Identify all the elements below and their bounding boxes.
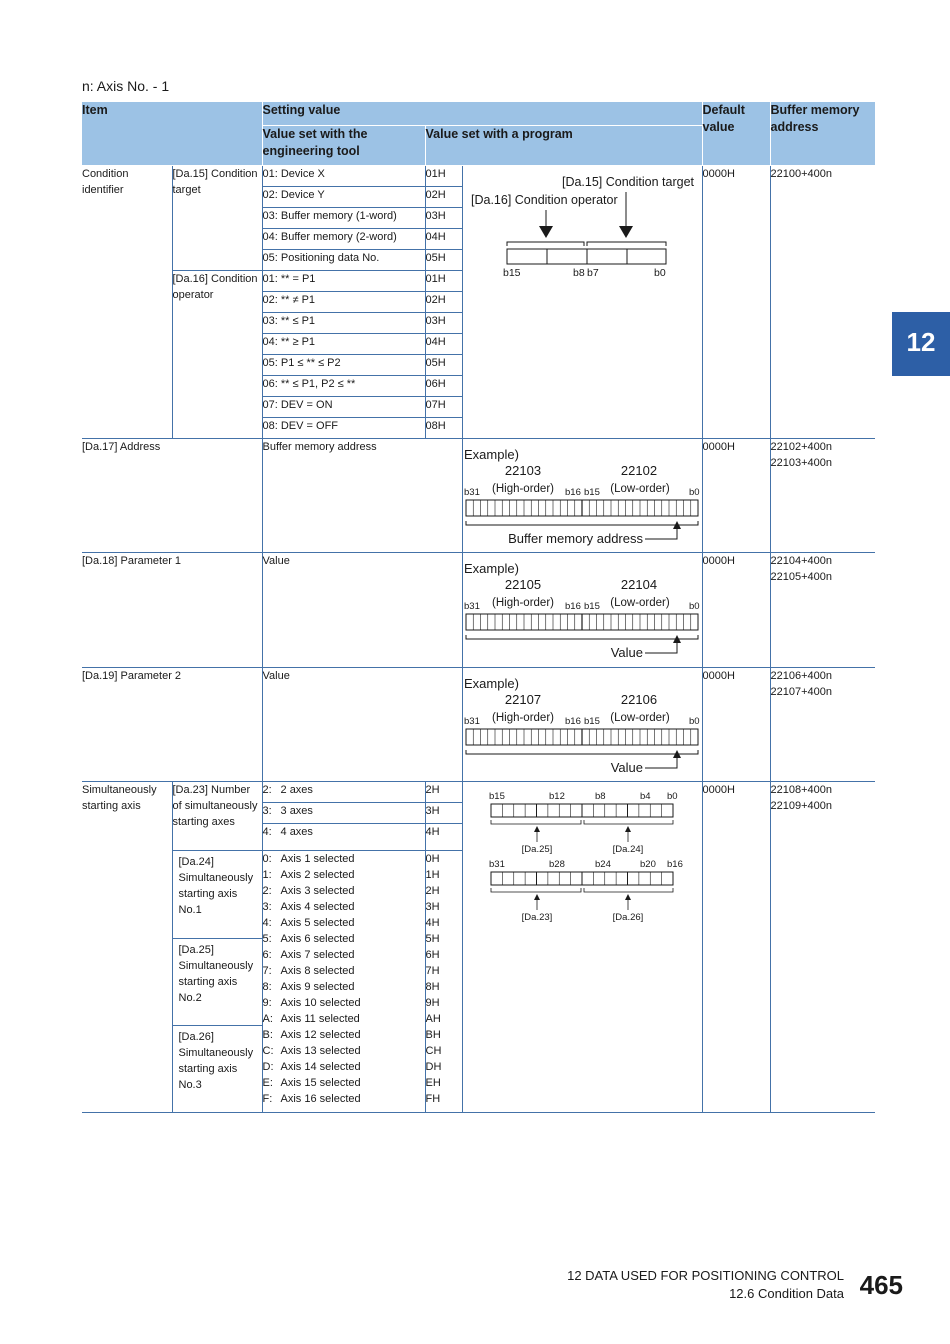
axis-option-text: Axis 2 selected: [280, 868, 355, 881]
axis-option: [263, 1043, 425, 1059]
da16-code: 04H: [425, 333, 462, 354]
bit-label: b31: [488, 858, 505, 870]
da16-code: 07H: [425, 396, 462, 417]
da25-label: [Da.25] Simultaneously starting axis No.2: [173, 939, 262, 1026]
simultaneous-diagram: [462, 781, 702, 1112]
axis-option-code: 8H: [425, 980, 440, 993]
bit-label: b16: [666, 858, 683, 870]
axis-option-num: D:: [262, 1060, 274, 1073]
example-label: Example): [463, 446, 519, 462]
axis-option: [263, 915, 425, 931]
param1-buffer: [770, 552, 875, 667]
caption-arrow-line: [645, 756, 677, 768]
header-engineering-tool: Value set with the engineering tool: [262, 125, 425, 165]
footer-chapter: 12 DATA USED FOR POSITIONING CONTROL: [567, 1268, 844, 1283]
axis-option-text: Axis 9 selected: [280, 980, 355, 993]
axis-option-num: A:: [262, 1012, 273, 1025]
axis-option-code: BH: [425, 1028, 441, 1041]
da23-code: 2H: [425, 781, 462, 802]
da16-option: 06: ** ≤ P1, P2 ≤ **: [262, 375, 425, 396]
axis-option: [263, 883, 425, 899]
axis-option-text: Axis 12 selected: [280, 1028, 361, 1041]
axis-option: [263, 947, 425, 963]
bit-label-b31: b31: [463, 715, 480, 727]
bit-label-b0: b0: [688, 715, 700, 727]
high-order-label: (High-order): [491, 711, 554, 724]
low-order-label: (Low-order): [609, 482, 670, 495]
da23-num: 4:: [262, 825, 272, 838]
footer-section: 12.6 Condition Data: [729, 1286, 844, 1301]
address-buffer-1: 22102+400n: [770, 440, 832, 453]
da15-code: 05H: [425, 249, 462, 270]
simultaneous-bit-diagram: [463, 782, 703, 932]
da16-option: 05: P1 ≤ ** ≤ P2: [262, 354, 425, 375]
bit-label: b4: [639, 790, 651, 802]
axis-option-num: 5:: [262, 932, 272, 945]
da23-option: [262, 802, 425, 823]
axis-option-text: Axis 1 selected: [280, 852, 355, 865]
param2-default: 0000H: [702, 667, 770, 781]
da16-option: 07: DEV = ON: [262, 396, 425, 417]
axis-option-num: 1:: [262, 868, 272, 881]
axis-option-text: Axis 14 selected: [280, 1060, 361, 1073]
axis-option: [263, 1027, 425, 1043]
axis-option: [263, 1075, 425, 1091]
axis-option-code: 2H: [425, 884, 440, 897]
span-bracket: [584, 820, 673, 824]
axis-option: [263, 851, 425, 867]
axis-option-code: 5H: [425, 932, 440, 945]
axis-option: [263, 867, 425, 883]
da23-option: [262, 781, 425, 802]
low-order-label: (Low-order): [609, 711, 670, 724]
chapter-tab: 12: [892, 312, 950, 376]
axis-option-text: Axis 7 selected: [280, 948, 355, 961]
axis-option-num: 3:: [262, 900, 272, 913]
axis-option-code: AH: [425, 1012, 441, 1025]
axis-option: [263, 899, 425, 915]
da16-code: 05H: [425, 354, 462, 375]
diagram-target-label: [Da.15] Condition target: [561, 174, 694, 189]
double-word-diagram: [463, 439, 703, 552]
bit-label-b15: b15: [583, 600, 600, 612]
low-order-address: 22102: [620, 462, 657, 478]
example-label: Example): [463, 675, 519, 691]
span-bracket: [491, 888, 581, 892]
axis-option-code: CH: [425, 1044, 442, 1057]
param1-label: [Da.18] Parameter 1: [82, 552, 262, 667]
axis-option-code: 3H: [425, 900, 440, 913]
da15-code: 04H: [425, 228, 462, 249]
axis-code-items: [426, 851, 462, 1107]
simultaneous-label: Simultaneously starting axis: [82, 781, 172, 1112]
axis-option: [263, 1011, 425, 1027]
param2-buffer-2: 22107+400n: [770, 685, 832, 698]
high-order-label: (High-order): [491, 596, 554, 609]
da16-code: 02H: [425, 291, 462, 312]
da16-option: 04: ** ≥ P1: [262, 333, 425, 354]
caption-label: Value: [610, 759, 643, 775]
bracket-marks: [507, 242, 666, 246]
da23-label: [Da.23] Number of simultaneously starting axes: [172, 781, 262, 850]
da15-option: 04: Buffer memory (2-word): [262, 228, 425, 249]
bit-label-b15: b15: [502, 266, 521, 279]
bit-label-b31: b31: [463, 600, 480, 612]
field-label: [Da.23]: [521, 911, 552, 923]
axis-option-code: 0H: [425, 852, 440, 865]
span-bracket: [466, 521, 698, 525]
axis-option-text: Axis 13 selected: [280, 1044, 361, 1057]
low-order-address: 22106: [620, 691, 657, 707]
header-buffer-memory: Buffer memory address: [770, 102, 875, 165]
axis-option-num: 7:: [262, 964, 272, 977]
axis-option-text: Axis 16 selected: [280, 1092, 361, 1105]
low-order-address: 22104: [620, 576, 657, 592]
address-setting: Buffer memory address: [262, 438, 462, 552]
low-order-label: (Low-order): [609, 596, 670, 609]
da15-label: [Da.15] Condition target: [172, 165, 262, 270]
axis-no-labels: [172, 850, 262, 1112]
field-label: [Da.26]: [612, 911, 643, 923]
axis-option: [263, 931, 425, 947]
axis-option-num: E:: [262, 1076, 273, 1089]
high-order-address: 22107: [504, 691, 541, 707]
da16-option: 02: ** ≠ P1: [262, 291, 425, 312]
target-arrow-icon: [619, 226, 633, 238]
condition-data-table: [82, 102, 875, 1113]
axis-option-code: 9H: [425, 996, 440, 1009]
param2-setting: Value: [262, 667, 462, 781]
simultaneous-buffer-2: 22109+400n: [770, 799, 832, 812]
da16-code: 01H: [425, 270, 462, 291]
field-label: [Da.24]: [612, 843, 643, 855]
span-bracket: [584, 888, 673, 892]
bit-label-b16: b16: [564, 486, 581, 498]
axis-option-num: 6:: [262, 948, 272, 961]
axis-option-text: Axis 5 selected: [280, 916, 355, 929]
diagram-operator-label: [Da.16] Condition operator: [470, 192, 618, 207]
condition-identifier-label: Condition identifier: [82, 165, 172, 438]
axis-option-items: [263, 851, 425, 1107]
simultaneous-default: 0000H: [702, 781, 770, 1112]
high-order-address: 22103: [504, 462, 541, 478]
da15-option: 03: Buffer memory (1-word): [262, 207, 425, 228]
pointer-arrow-icon: [534, 894, 540, 900]
da23-text: 3 axes: [280, 804, 313, 817]
axis-codes-list: [425, 850, 462, 1112]
high-order-label: (High-order): [491, 482, 554, 495]
da16-code: 08H: [425, 417, 462, 438]
field-label: [Da.25]: [521, 843, 552, 855]
da23-text: 4 axes: [280, 825, 313, 838]
bit-label-b15: b15: [583, 486, 600, 498]
da16-code: 06H: [425, 375, 462, 396]
da26-label: [Da.26] Simultaneously starting axis No.3: [178, 1030, 254, 1091]
da15-code: 01H: [425, 165, 462, 186]
axis-option-num: F:: [262, 1092, 273, 1105]
bit-label-b0: b0: [688, 486, 700, 498]
da15-option: 01: Device X: [262, 165, 425, 186]
axis-option-num: B:: [262, 1028, 273, 1041]
axis-option: [263, 979, 425, 995]
axis-note: n: Axis No. - 1: [82, 78, 170, 94]
bit-label-b16: b16: [564, 600, 581, 612]
simultaneous-buffer: [770, 781, 875, 1112]
axis-option-num: 2:: [262, 884, 272, 897]
axis-option: [263, 963, 425, 979]
da16-option: 01: ** = P1: [262, 270, 425, 291]
param1-example: [462, 552, 702, 667]
axis-option-code: 6H: [425, 948, 440, 961]
da23-code: 4H: [425, 823, 462, 850]
da16-option: 08: DEV = OFF: [262, 417, 425, 438]
axis-option-text: Axis 4 selected: [280, 900, 355, 913]
param2-buffer-1: 22106+400n: [770, 669, 832, 682]
axis-option-text: Axis 10 selected: [280, 996, 361, 1009]
page-number: 465: [859, 1270, 903, 1300]
da24-label: [Da.24] Simultaneously starting axis No.1: [173, 851, 262, 939]
param1-setting: Value: [262, 552, 462, 667]
param1-default: 0000H: [702, 552, 770, 667]
axis-option-num: 4:: [262, 916, 272, 929]
da16-code: 03H: [425, 312, 462, 333]
bit-label: b8: [594, 790, 606, 802]
caption-arrow-line: [645, 641, 677, 653]
bit-label-b8: b8: [572, 266, 585, 279]
span-bracket: [466, 635, 698, 639]
double-word-diagram: [463, 553, 703, 667]
address-default: 0000H: [702, 438, 770, 552]
bit-label-b15: b15: [583, 715, 600, 727]
address-label: [Da.17] Address: [82, 438, 262, 552]
bit-label: b0: [666, 790, 678, 802]
span-bracket: [491, 820, 581, 824]
axis-option-code: 7H: [425, 964, 440, 977]
bit-layout-diagram: [463, 166, 703, 446]
condition-default: 0000H: [702, 165, 770, 438]
bit-label-b7: b7: [586, 266, 599, 279]
pointer-arrow-icon: [625, 826, 631, 832]
da16-label: [Da.16] Condition operator: [172, 270, 262, 438]
param2-buffer: [770, 667, 875, 781]
axis-option-num: 0:: [262, 852, 272, 865]
bit-label-b0: b0: [653, 266, 666, 279]
da23-code: 3H: [425, 802, 462, 823]
operator-arrow-icon: [539, 226, 553, 238]
address-buffer-2: 22103+400n: [770, 456, 832, 469]
caption-label: Value: [610, 644, 643, 660]
caption-label: Buffer memory address: [507, 530, 643, 546]
axis-option: [263, 1059, 425, 1075]
da23-text: 2 axes: [280, 783, 313, 796]
param2-example: [462, 667, 702, 781]
condition-identifier-diagram: [462, 165, 702, 438]
pointer-arrow-icon: [625, 894, 631, 900]
caption-arrow-line: [645, 527, 677, 539]
header-setting-value: Setting value: [262, 102, 702, 125]
param2-label: [Da.19] Parameter 2: [82, 667, 262, 781]
axis-option-text: Axis 6 selected: [280, 932, 355, 945]
axis-option-code: 4H: [425, 916, 440, 929]
axis-option: [263, 1091, 425, 1107]
bit-label-b31: b31: [463, 486, 480, 498]
da23-option: [262, 823, 425, 850]
axis-option-code: FH: [425, 1092, 441, 1105]
axis-options-list: [262, 850, 425, 1112]
axis-option-text: Axis 3 selected: [280, 884, 355, 897]
bit-label-b16: b16: [564, 715, 581, 727]
axis-option-text: Axis 15 selected: [280, 1076, 361, 1089]
span-bracket: [466, 750, 698, 754]
da15-code: 02H: [425, 186, 462, 207]
axis-option-num: C:: [262, 1044, 274, 1057]
address-example: [462, 438, 702, 552]
simultaneous-buffer-1: 22108+400n: [770, 783, 832, 796]
address-buffer: [770, 438, 875, 552]
axis-option-num: 8:: [262, 980, 272, 993]
axis-option-code: DH: [425, 1060, 442, 1073]
axis-option-code: EH: [425, 1076, 441, 1089]
example-label: Example): [463, 560, 519, 576]
high-order-address: 22105: [504, 576, 541, 592]
header-program: Value set with a program: [425, 125, 702, 165]
param1-buffer-2: 22105+400n: [770, 570, 832, 583]
bit-label: b12: [548, 790, 565, 802]
axis-option-code: 1H: [425, 868, 440, 881]
bit-label: b24: [594, 858, 611, 870]
param1-buffer-1: 22104+400n: [770, 554, 832, 567]
axis-option-num: 9:: [262, 996, 272, 1009]
axis-option-text: Axis 8 selected: [280, 964, 355, 977]
header-item: Item: [82, 102, 262, 165]
da15-option: 02: Device Y: [262, 186, 425, 207]
double-word-diagram: [463, 668, 703, 781]
da15-code: 03H: [425, 207, 462, 228]
da15-option: 05: Positioning data No.: [262, 249, 425, 270]
bit-label: b15: [488, 790, 505, 802]
axis-option: [263, 995, 425, 1011]
axis-option-text: Axis 11 selected: [280, 1012, 360, 1025]
header-default-value: Default value: [702, 102, 770, 165]
pointer-arrow-icon: [534, 826, 540, 832]
bit-label: b28: [548, 858, 565, 870]
bit-label: b20: [639, 858, 656, 870]
condition-address: 22100+400n: [770, 165, 875, 438]
da23-num: 2:: [262, 783, 272, 796]
bit-label-b0: b0: [688, 600, 700, 612]
da16-option: 03: ** ≤ P1: [262, 312, 425, 333]
da23-num: 3:: [262, 804, 272, 817]
